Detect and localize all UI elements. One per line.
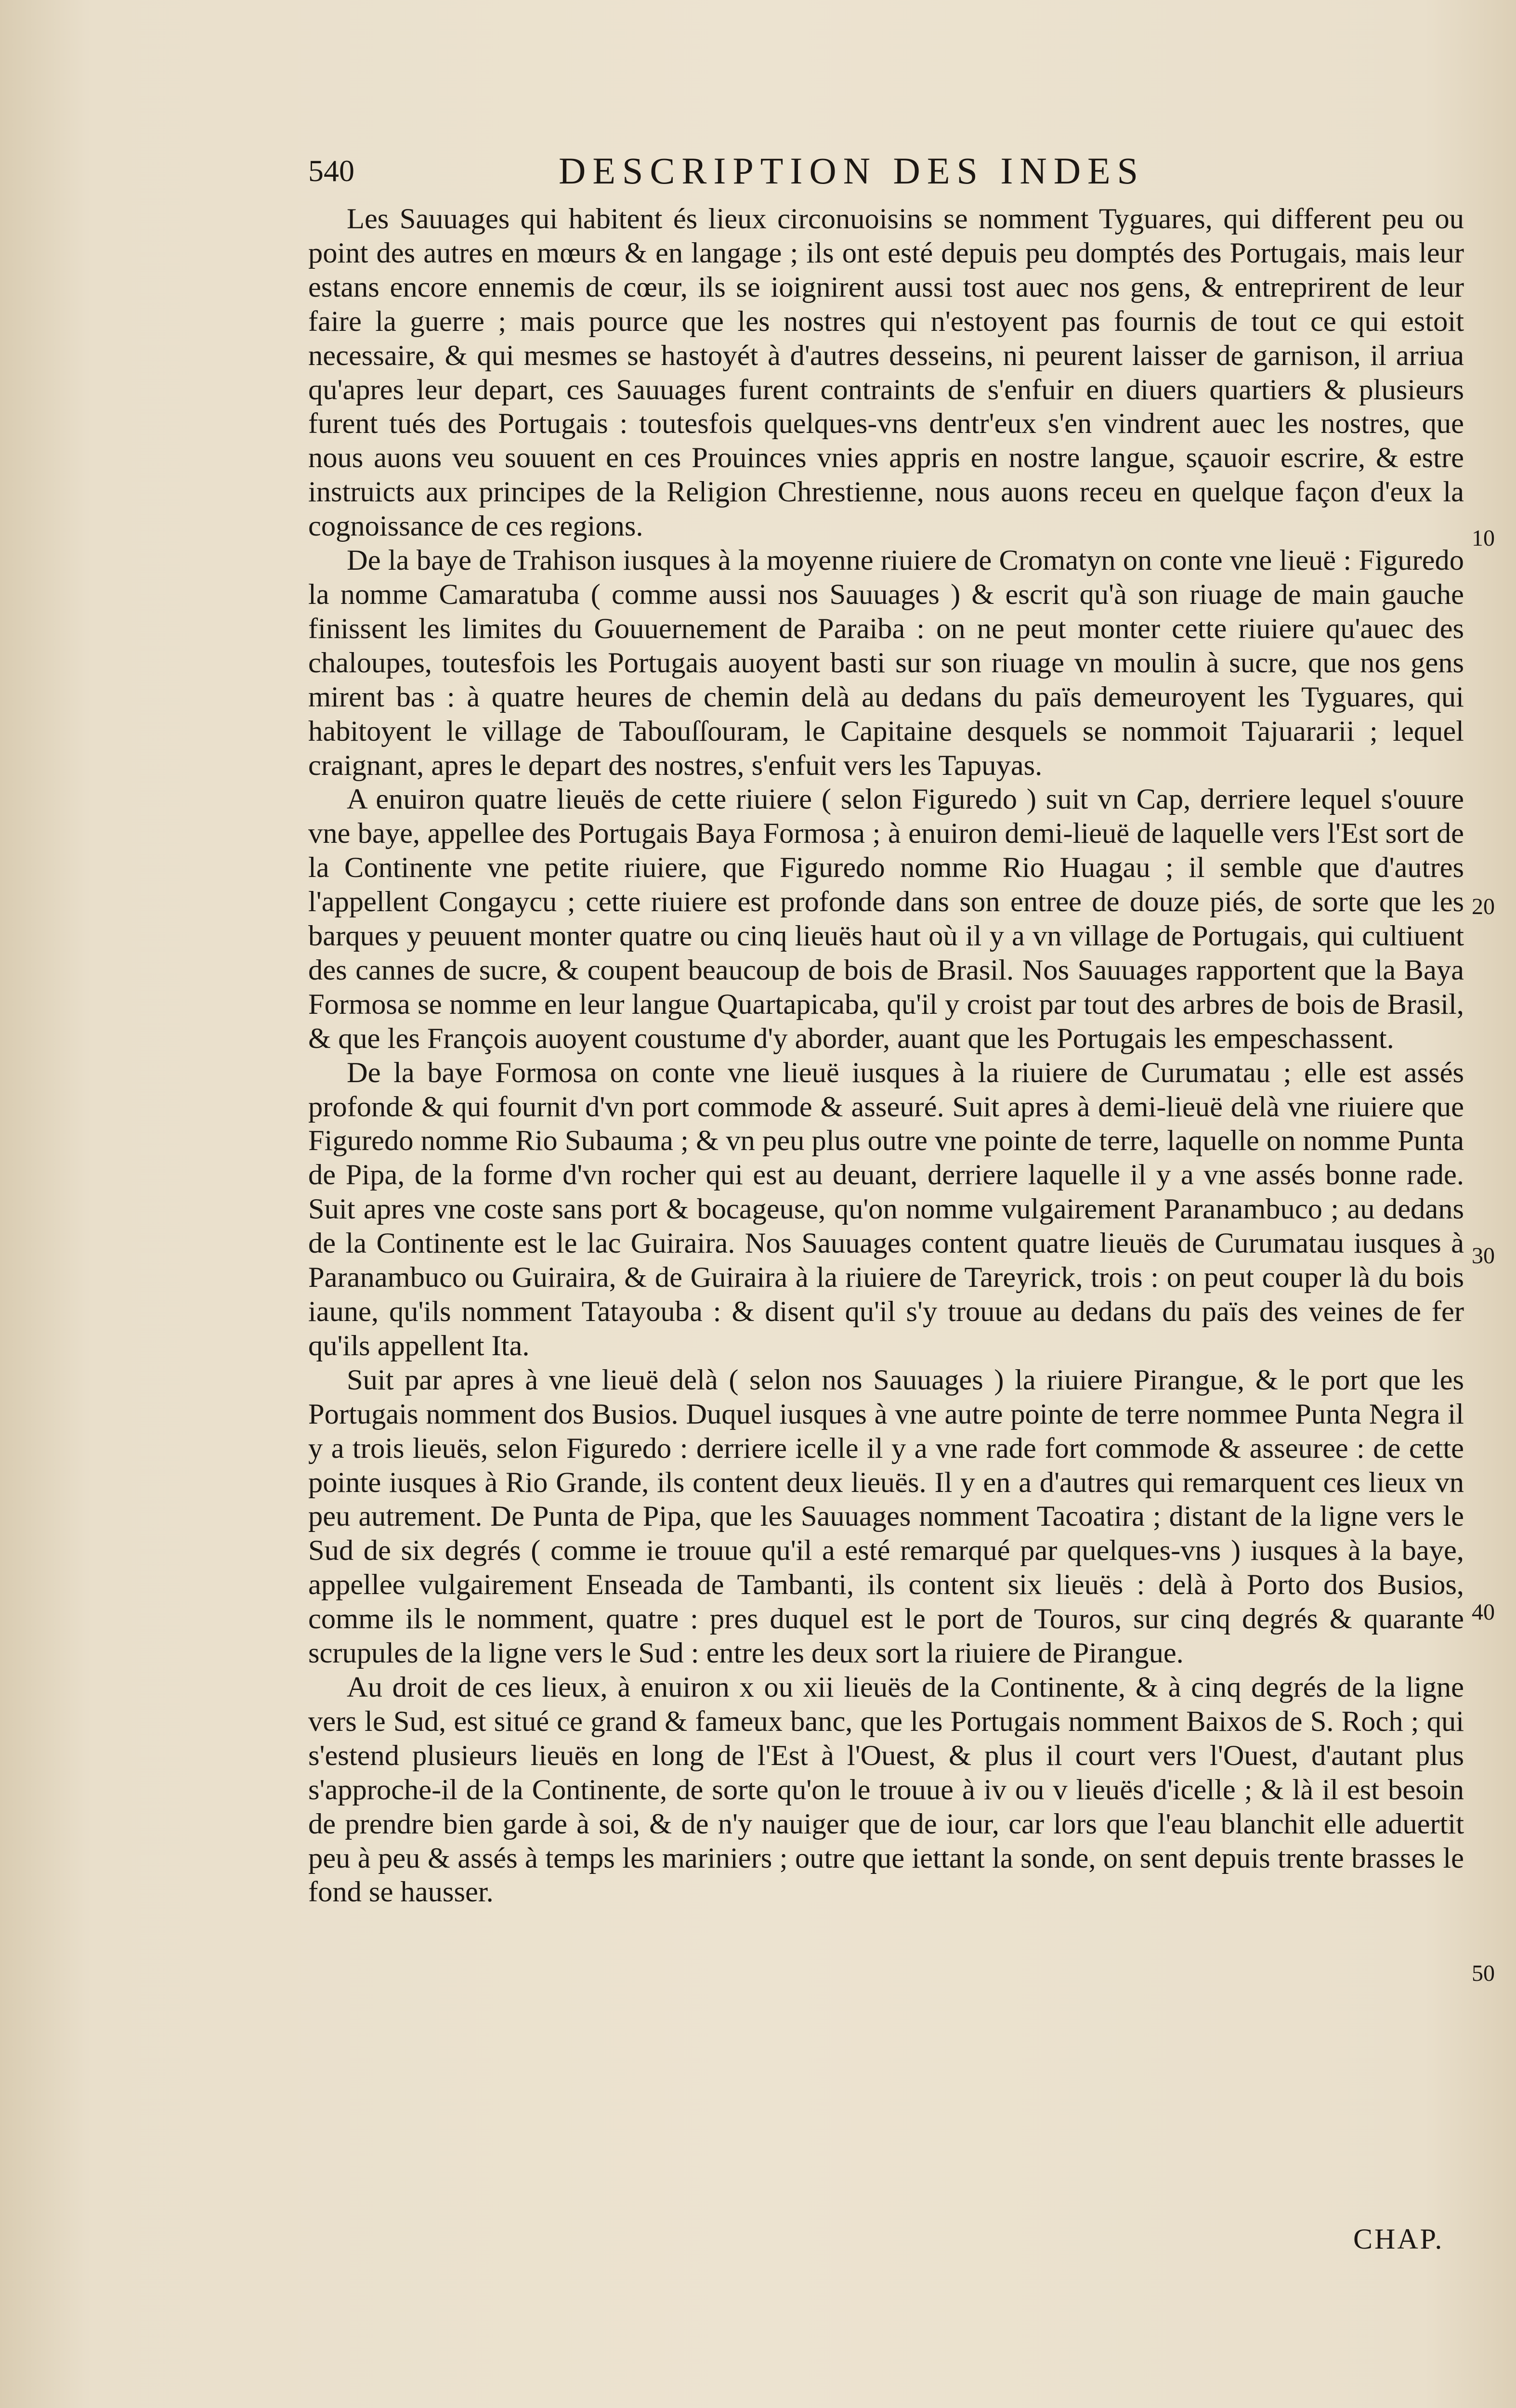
paragraph: Suit par apres à vne lieuë delà ( selon nos Sauuages ) la riuiere Pirangue, & le port que les Portugais nomment dos Busios. Duquel iusques à vne autre pointe de terre nommee Punta Negra il y a trois lieuës, selon Figuredo : derriere icelle il y a vne rade fort commode & asseuree : de cette pointe iusques à Rio Grande, ils content deux lieuës. Il y en a d'autres qui remarquent ces lieux vn peu autrement. De Punta de Pipa, que les Sauuages nomment Tacoatira ; distant de la ligne vers le Sud de six degrés ( comme ie trouue qu'il a esté remarqué par quelques-vns ) iusques à la baye, appellee vulgairement Enseada de Tambanti, ils content six lieuës : delà à Porto dos Busios, comme ils le nomment, quatre : pres duquel est le port de Touros, sur cinq degrés & quarante scrupules de la ligne vers le Sud : entre les deux sort la riuiere de Pirangue. (308, 1363, 1464, 1670)
paragraph: Au droit de ces lieux, à enuiron x ou xii lieuës de la Continente, & à cinq degrés de la ligne vers le Sud, est situé ce grand & fameux banc, que les Portugais nomment Baixos de S. Roch ; qui s'estend plusieurs lieuës en long de l'Est à l'Ouest, & plus il court vers l'Ouest, d'autant plus s'approche-il de la Continente, de sorte qu'on le trouue à iv ou v lieuës d'icelle ; & là il est besoin de prendre bien garde à soi, & de n'y nauiger que de iour, car lors que l'eau blanchit elle aduertit peu à peu & assés à temps les mariniers ; outre que iettant la sonde, on sent depuis trente brasses le fond se hausser. (308, 1671, 1464, 1909)
running-head: DESCRIPTION DES INDES (559, 150, 1145, 192)
margin-line-number: 50 (1472, 1961, 1495, 1986)
paragraph: De la baye de Trahison iusques à la moyenne riuiere de Cromatyn on conte vne lieuë : Figuredo la nomme Camaratuba ( comme aussi nos Sauuages ) & escrit qu'à son riuage de main gauche finissent les limites du Gouuernement de Paraiba : on ne peut monter cette riuiere qu'auec des chaloupes, toutesfois les Portugais auoyent basti sur son riuage vn moulin à sucre, que nos gens mirent bas : à quatre heures de chemin delà au dedans du païs demeuroyent les Tyguares, qui habitoyent le village de Tabouſſouram, le Capitaine desquels se nommoit Tajuararii ; lequel craignant, apres le depart des nostres, s'enfuit vers les Tapuyas. (308, 544, 1464, 782)
page-header (308, 149, 1271, 193)
margin-line-number: 20 (1472, 894, 1495, 919)
margin-line-number: 30 (1472, 1243, 1495, 1269)
page-number: 540 (308, 154, 354, 188)
paragraph: A enuiron quatre lieuës de cette riuiere ( selon Figuredo ) suit vn Cap, derriere lequel s'ouure vne baye, appellee des Portugais Baya Formosa ; à enuiron demi-lieuë de laquelle vers l'Est sort de la Continente vne petite riuiere, que Figuredo nomme Rio Huagau ; il semble que d'autres l'appellent Congaycu ; cette riuiere est profonde dans son entree de douze piés, de sorte que les barques y peuuent monter quatre ou cinq lieuës haut où il y a vn village de Portugais, qui cultiuent des cannes de sucre, & coupent beaucoup de bois de Brasil. Nos Sauuages rapportent que la Baya Formosa se nomme en leur langue Quartapicaba, qu'il y croist par tout des arbres de bois de Brasil, & que les François auoyent coustume d'y aborder, auant que les Portugais les empeschassent. (308, 783, 1464, 1055)
paragraph: Les Sauuages qui habitent és lieux circonuoisins se nomment Tyguares, qui different peu ou point des autres en mœurs & en langage ; ils ont esté depuis peu domptés des Portugais, mais leur estans encore ennemis de cœur, ils se ioignirent aussi tost auec nos gens, & entreprirent de leur faire la guerre ; mais pource que les nostres qui n'estoyent pas fournis de tout ce qui estoit necessaire, & qui mesmes se hastoyét à d'autres desseins, ni peurent laisser de garnison, il arriua qu'apres leur depart, ces Sauuages furent contraints de s'enfuir en diuers quartiers & plusieurs furent tués des Portugais : toutesfois quelques-vns dentr'eux s'en vindrent auec les nostres, que nous auons veu souuent en ces Prouinces vnies appris en nostre langue, sçauoir escrire, & estre instruicts aux principes de la Religion Chrestienne, nous auons receu en quelque façon d'eux la cognoissance de ces regions. (308, 203, 1464, 543)
catchword: CHAP. (1353, 2223, 1444, 2255)
margin-line-number: 10 (1472, 525, 1495, 551)
margin-line-number: 40 (1472, 1599, 1495, 1625)
body-text (308, 202, 1464, 1910)
paragraph: De la baye Formosa on conte vne lieuë iusques à la riuiere de Curumatau ; elle est assés profonde & qui fournit d'vn port commode & asseuré. Suit apres à demi-lieuë delà vne riuiere que Figuredo nomme Rio Subauma ; & vn peu plus outre vne pointe de terre, laquelle on nomme Punta de Pipa, de la forme d'vn rocher qui est au deuant, derriere laquelle il y a vne assés bonne rade. Suit apres vne coste sans port & bocageuse, qu'on nomme vulgairement Paranambuco ; au dedans de la Continente est le lac Guiraira. Nos Sauuages content quatre lieuës de Curumatau iusques à Paranambuco ou Guiraira, & de Guiraira à la riuiere de Tareyrick, trois : on peut couper là du bois iaune, qu'ils nomment Tatayouba : & disent qu'il s'y trouue au dedans du païs des veines de fer qu'ils appellent Ita. (308, 1056, 1464, 1362)
